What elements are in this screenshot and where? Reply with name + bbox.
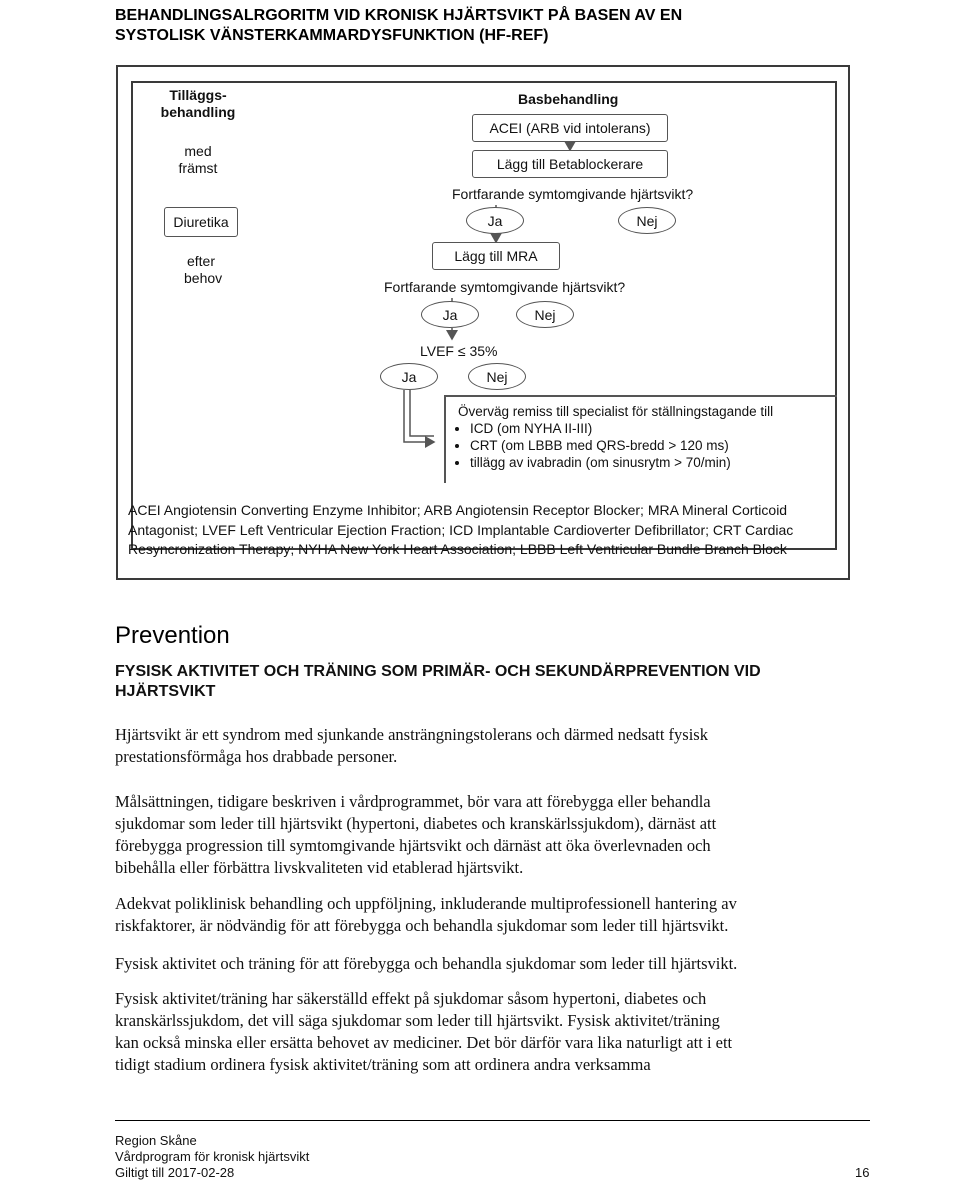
no-oval-2: Nej <box>516 301 574 328</box>
side-column <box>153 87 243 177</box>
footer-program: Vårdprogram för kronisk hjärtsvikt <box>115 1149 310 1164</box>
footer-valid-date: Giltigt till 2017-02-28 <box>115 1165 235 1180</box>
section-subheading: FYSISK AKTIVITET OCH TRÄNING SOM PRIMÄR- OCH SEKUNDÄRPREVENTION VID HJÄRTSVIKT <box>115 663 761 700</box>
section-title: Prevention <box>115 622 230 649</box>
acei-box: ACEI (ARB vid intolerans) <box>472 114 668 142</box>
no-oval-3: Nej <box>468 363 526 390</box>
abbreviation-line: Antagonist; LVEF Left Ventricular Ejection Fraction; ICD Implantable Cardioverter Defibrillator; CRT Cardiac <box>128 521 794 538</box>
connector-line <box>404 390 434 442</box>
treatment-flowchart <box>116 65 850 580</box>
document-heading <box>115 6 835 46</box>
diuretika-box: Diuretika <box>164 207 238 237</box>
heading-line: SYSTOLISK VÄNSTERKAMMARDYSFUNKTION (HF-REF) <box>115 27 549 44</box>
betablocker-box: Lägg till Betablockerare <box>472 150 668 178</box>
side-title: Tilläggs- behandling <box>160 87 236 120</box>
yes-oval-1: Ja <box>466 207 524 234</box>
mra-box: Lägg till MRA <box>432 242 560 270</box>
paragraph: Adekvat poliklinisk behandling och uppföljning, inkluderande multiprofessionell hantering av riskfaktorer, är nödvändig för att förebygga och behandla sjukdomar som leder till hjärtsvikt. <box>115 894 737 935</box>
side-med-text: med främst <box>178 143 218 176</box>
question-1: Fortfarande symtomgivande hjärtsvikt? <box>452 186 694 202</box>
side-after-text: efter behov <box>184 253 223 286</box>
paragraph: Fysisk aktivitet och träning för att förebygga och behandla sjukdomar som leder till hjärtsvikt. <box>115 954 738 973</box>
abbreviation-line: ACEI Angiotensin Converting Enzyme Inhibitor; ARB Angiotensin Receptor Blocker; MRA Mineral Corticoid <box>128 502 788 518</box>
referral-item: • CRT (om LBBB med QRS-bredd > 120 ms) <box>470 437 837 454</box>
abbreviation-line: Resyncronization Therapy; NYHA New York Heart Association; LBBB Left Ventricular Bundle Branch Block <box>128 541 787 557</box>
paragraph: Målsättningen, tidigare beskriven i vårdprogrammet, bör vara att förebygga eller behandla sjukdomar som leder till hjärtsvikt (hypertoni, diabetes och kranskärlssjukdom), därnäst att förebygga progression till symtomgivande hjärtsvikt och därnäst att öka överlevnaden och bibehålla eller förbättra livskvaliteten vid etablerad hjärtsvikt. <box>115 792 717 877</box>
heading-line: BEHANDLINGSALRGORITM VID KRONISK HJÄRTSVIKT PÅ BASEN AV EN <box>115 7 683 24</box>
connector-line <box>410 390 434 436</box>
footer-divider <box>115 1120 870 1121</box>
base-treatment-title: Basbehandling <box>518 91 619 107</box>
page-number: 16 <box>855 1165 870 1180</box>
paragraph: Fysisk aktivitet/träning har säkerställd effekt på sjukdomar såsom hypertoni, diabetes och kranskärlssjukdom, det vill säga sjukdomar som leder till hjärtsvikt. Fysisk aktivitet/träning kan också minska eller ersätta behovet av mediciner. Det bör därför vara lika naturligt att i ett tidigt stadium ordinera fysisk aktivitet/träning som att ordinera andra verksamma <box>115 989 733 1074</box>
question-2: Fortfarande symtomgivande hjärtsvikt? <box>384 279 626 295</box>
no-oval-1: Nej <box>618 207 676 234</box>
yes-oval-2: Ja <box>421 301 479 328</box>
referral-list <box>458 420 837 471</box>
specialist-referral-box <box>444 395 837 483</box>
paragraph: Hjärtsvikt är ett syndrom med sjunkande ansträngningstolerans och därmed nedsatt fysisk prestationsförmåga hos drabbade personer. <box>115 725 708 766</box>
yes-oval-3: Ja <box>380 363 438 390</box>
footer-org: Region Skåne <box>115 1133 197 1148</box>
referral-item: • tillägg av ivabradin (om sinusrytm > 70/min) <box>470 454 837 471</box>
lvef-label: LVEF ≤ 35% <box>420 343 498 359</box>
abbreviations-legend <box>128 501 840 560</box>
page-footer <box>115 1133 309 1181</box>
referral-title: Överväg remiss till specialist för ställningstagande till <box>458 404 774 419</box>
referral-item: • ICD (om NYHA II-III) <box>470 420 837 437</box>
